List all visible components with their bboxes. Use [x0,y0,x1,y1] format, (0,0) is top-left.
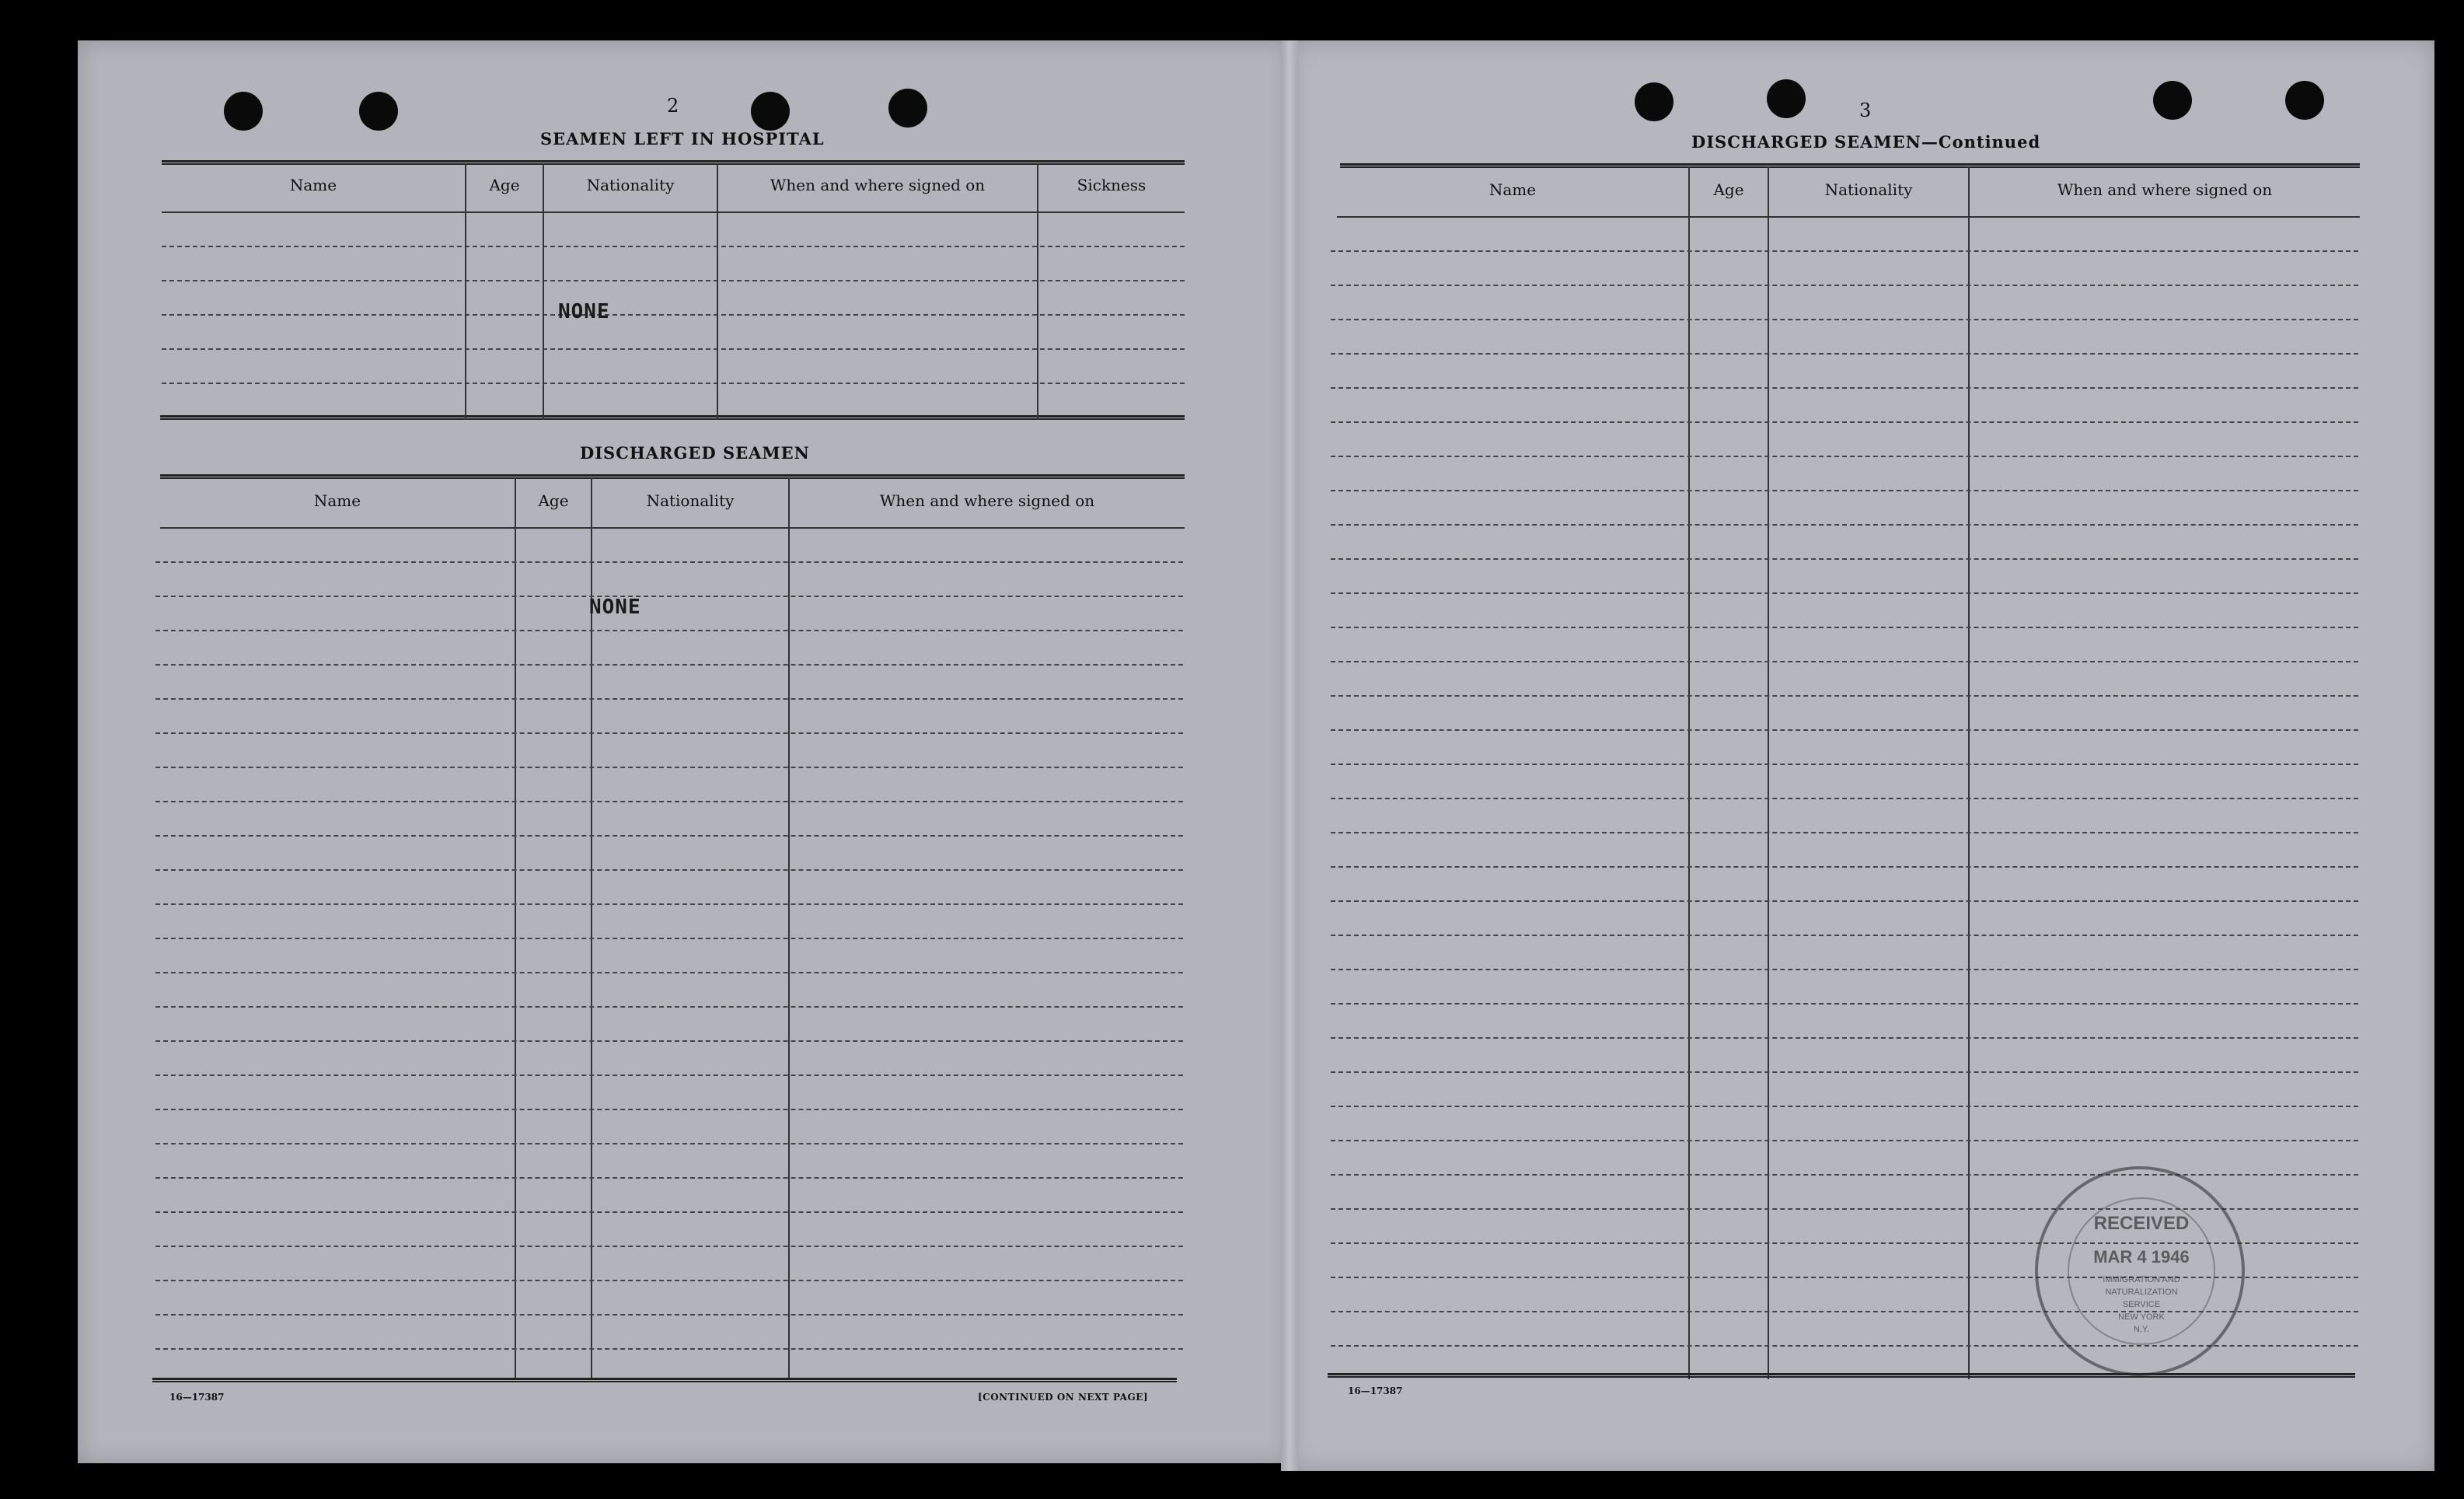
hospital-entry: NONE [558,300,610,323]
row-line [1331,1037,2358,1039]
punch-hole [1767,79,1806,118]
row-line [162,246,1185,247]
col-header-signed-on: When and where signed on [879,491,1095,510]
col-header-name: Name [313,491,361,510]
discharged-entry: NONE [589,596,641,619]
punch-hole [359,92,398,131]
stamp-state: N.Y. [2134,1325,2149,1334]
row-line [1331,661,2358,662]
row-line [1331,1106,2358,1107]
table-bottom-rule [160,415,1185,420]
header-rule [160,527,1185,529]
row-line [162,348,1185,350]
page-fold [1281,40,1298,1471]
left-page [78,40,1290,1463]
row-line [1331,250,2358,252]
row-line [1331,319,2358,320]
col-header-name: Name [289,176,337,194]
col-header-age: Age [1713,180,1744,199]
header-rule [1337,216,2360,218]
col-divider [1037,163,1038,420]
row-line [155,1177,1183,1179]
table-top-rule [162,160,1185,165]
header-rule [162,211,1185,213]
row-line [1331,729,2358,731]
row-line [1331,421,2358,423]
col-divider [1968,166,1970,1379]
row-line [155,596,1183,597]
stamp-received-text: RECEIVED [2093,1213,2190,1234]
row-line [155,1246,1183,1247]
row-line [1331,1140,2358,1141]
row-line [155,801,1183,802]
row-line [162,280,1185,281]
row-line [155,1348,1183,1350]
row-line [155,869,1183,871]
continued-note: [CONTINUED ON NEXT PAGE] [978,1392,1149,1403]
table-bottom-rule [1328,1373,2355,1378]
row-line [1331,285,2358,286]
row-line [155,1109,1183,1110]
table-bottom-rule [152,1378,1177,1382]
right-page [1290,40,2434,1471]
row-line [155,732,1183,734]
row-line [1331,1003,2358,1005]
row-line [1331,353,2358,355]
col-divider [1688,166,1690,1379]
col-header-nationality: Nationality [1824,180,1913,199]
stamp-city: NEW YORK [2118,1312,2165,1322]
col-header-signed-on: When and where signed on [2057,180,2273,199]
row-line [1331,832,2358,833]
col-divider [717,163,718,420]
row-line [155,1314,1183,1316]
form-number: 16—17387 [1348,1385,1403,1396]
row-line [1331,798,2358,799]
table-top-rule [160,474,1185,479]
col-header-age: Age [489,176,520,194]
row-line [1331,866,2358,868]
row-line [1331,969,2358,970]
page-number: 3 [1859,100,1872,121]
col-header-nationality: Nationality [646,491,735,510]
col-header-age: Age [538,491,569,510]
col-header-sickness: Sickness [1077,176,1146,194]
row-line [155,903,1183,905]
row-line [155,630,1183,631]
page-number: 2 [667,95,679,117]
punch-hole [751,92,790,131]
row-line [1331,935,2358,936]
row-line [1331,763,2358,765]
row-line [155,1006,1183,1008]
row-line [1331,524,2358,526]
col-header-nationality: Nationality [586,176,675,194]
row-line [1331,456,2358,457]
row-line [155,1143,1183,1144]
col-header-signed-on: When and where signed on [770,176,986,194]
section-title-discharged-continued: DISCHARGED SEAMEN—Continued [1691,132,2041,152]
form-number: 16—17387 [169,1392,225,1403]
row-line [1331,627,2358,628]
row-line [155,1280,1183,1281]
row-line [155,664,1183,666]
punch-hole [888,89,927,128]
col-divider [515,477,516,1379]
col-divider [788,477,790,1379]
stamp-agency-line: IMMIGRATION AND [2103,1275,2180,1284]
table-top-rule [1340,163,2360,168]
row-line [1331,1071,2358,1073]
punch-hole [1635,82,1673,121]
row-line [1331,490,2358,491]
row-line [162,314,1185,316]
row-line [1331,387,2358,389]
row-line [155,972,1183,973]
section-title-hospital: SEAMEN LEFT IN HOSPITAL [540,129,825,149]
row-line [155,1074,1183,1076]
row-line [155,698,1183,700]
row-line [155,835,1183,837]
row-line [1331,695,2358,697]
punch-hole [2153,81,2192,120]
row-line [1331,900,2358,902]
stamp-agency-line: NATURALIZATION [2105,1288,2178,1297]
row-line [1331,1174,2358,1176]
stamp-date: MAR 4 1946 [2093,1247,2190,1267]
row-line [155,767,1183,768]
col-divider [465,163,466,420]
col-header-name: Name [1489,180,1537,199]
row-line [162,383,1185,384]
punch-hole [224,92,263,131]
row-line [155,1211,1183,1213]
row-line [1331,558,2358,560]
section-title-discharged: DISCHARGED SEAMEN [580,443,810,463]
row-line [1331,592,2358,594]
col-divider [1768,166,1769,1379]
row-line [155,938,1183,939]
row-line [155,561,1183,563]
col-divider [543,163,544,420]
punch-hole [2285,81,2324,120]
row-line [155,1040,1183,1042]
stamp-agency-line: SERVICE [2122,1300,2161,1309]
